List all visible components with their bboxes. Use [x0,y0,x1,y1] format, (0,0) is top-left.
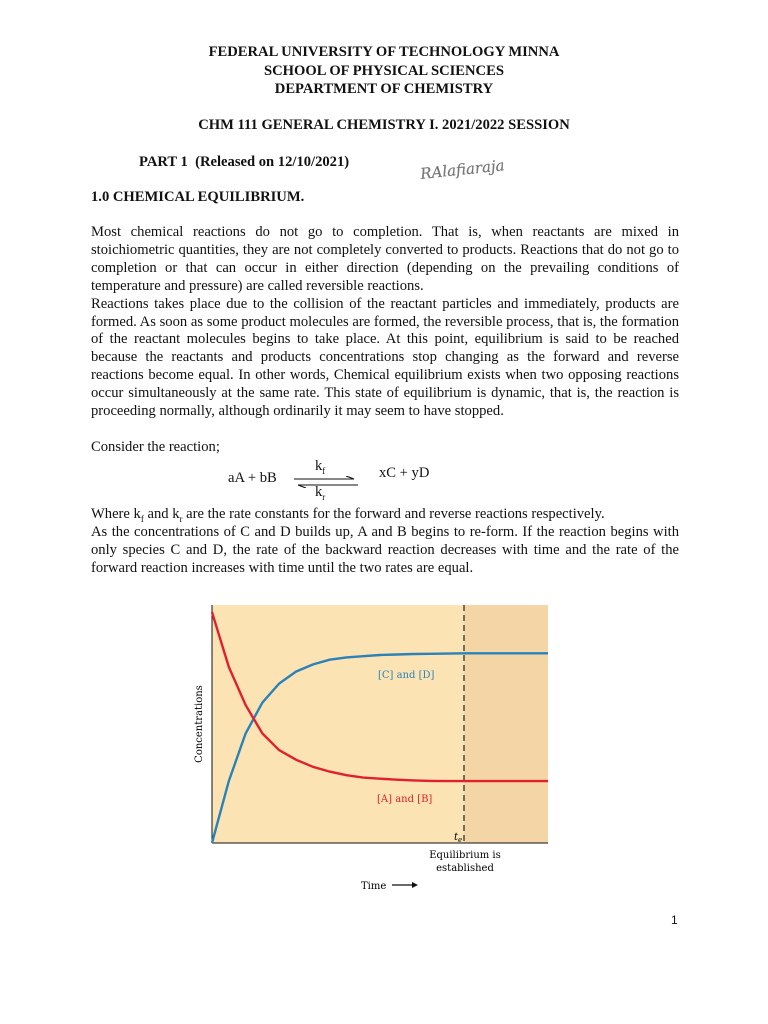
k-reverse: $k_r$ [315,484,326,502]
time-arrow-head [412,882,418,888]
k-forward: $k_f$ [315,458,326,476]
equilibrium-region [464,605,548,843]
paragraph-3: As the concentrations of C and D builds up, A and B begins to re-form. If the reaction begins with only species C and D, the rate of the backward reaction decreases with time and the rate of the forward reaction increases with time until the two rates are equal. [91,524,679,576]
paragraph-2: Reactions takes place due to the collision of the reactant particles and immediately, products are formed. As soon as some product molecules are formed, the reversible process, that is, the formation of the reactant molecules begins to take place. At this point, equilibrium is said to be reached because the reactants and products concentrations stop changing as the forward and reverse reactions become equal. In other words, Chemical equilibrium exists when two opposing reactions occur simultaneously at the same rate. This state of equilibrium is dynamic, that is, the reaction is proceeding normally, although ordinarily it may seem to have stopped. [91,295,679,420]
equilibrium-label-line2: established [436,863,494,874]
equilibrium-arrows [290,476,362,488]
signature [418,152,518,184]
equilibrium-marker: $t_e$ [454,832,463,844]
paragraph-1: Most chemical reactions do not go to completion. That is, when reactants are mixed in stoichiometric quantities, they are not completely converted to products. Reactions that do not go to completion or that can occur in either direction (depending on the prevailing conditions of temperature and pressure) are called reversible reactions. [91,224,679,294]
department-name: DEPARTMENT OF CHEMISTRY [274,81,494,97]
equation-right: xC + yD [379,465,430,481]
part-line: PART 1 (Released on 12/10/2021) [139,154,350,170]
section-title: 1.0 CHEMICAL EQUILIBRIUM. [91,189,305,205]
university-name: FEDERAL UNIVERSITY OF TECHNOLOGY MINNA [208,44,560,60]
body-paragraphs [91,224,679,421]
x-axis-label: Time [361,881,387,892]
consider-line: Consider the reaction; [91,439,220,455]
course-title: CHM 111 GENERAL CHEMISTRY I. 2021/2022 SESSION [198,117,570,133]
y-axis-label: Concentrations [194,685,205,763]
signature-text: RAlafiaraja [419,156,506,183]
school-name: SCHOOL OF PHYSICAL SCIENCES [264,63,504,79]
series-label-a-and-b: [A] and [B] [377,794,433,805]
equation-left: aA + bB [228,470,277,486]
equilibrium-chart [180,598,580,898]
page-number: 1 [671,913,678,927]
equilibrium-label-line1: Equilibrium is [429,850,501,861]
series-label-c-and-d: [C] and [D] [378,670,435,681]
where-line: Where $k_f$ and $k_r$ are the rate constants for the forward and reverse reactions respectively. [91,506,605,524]
